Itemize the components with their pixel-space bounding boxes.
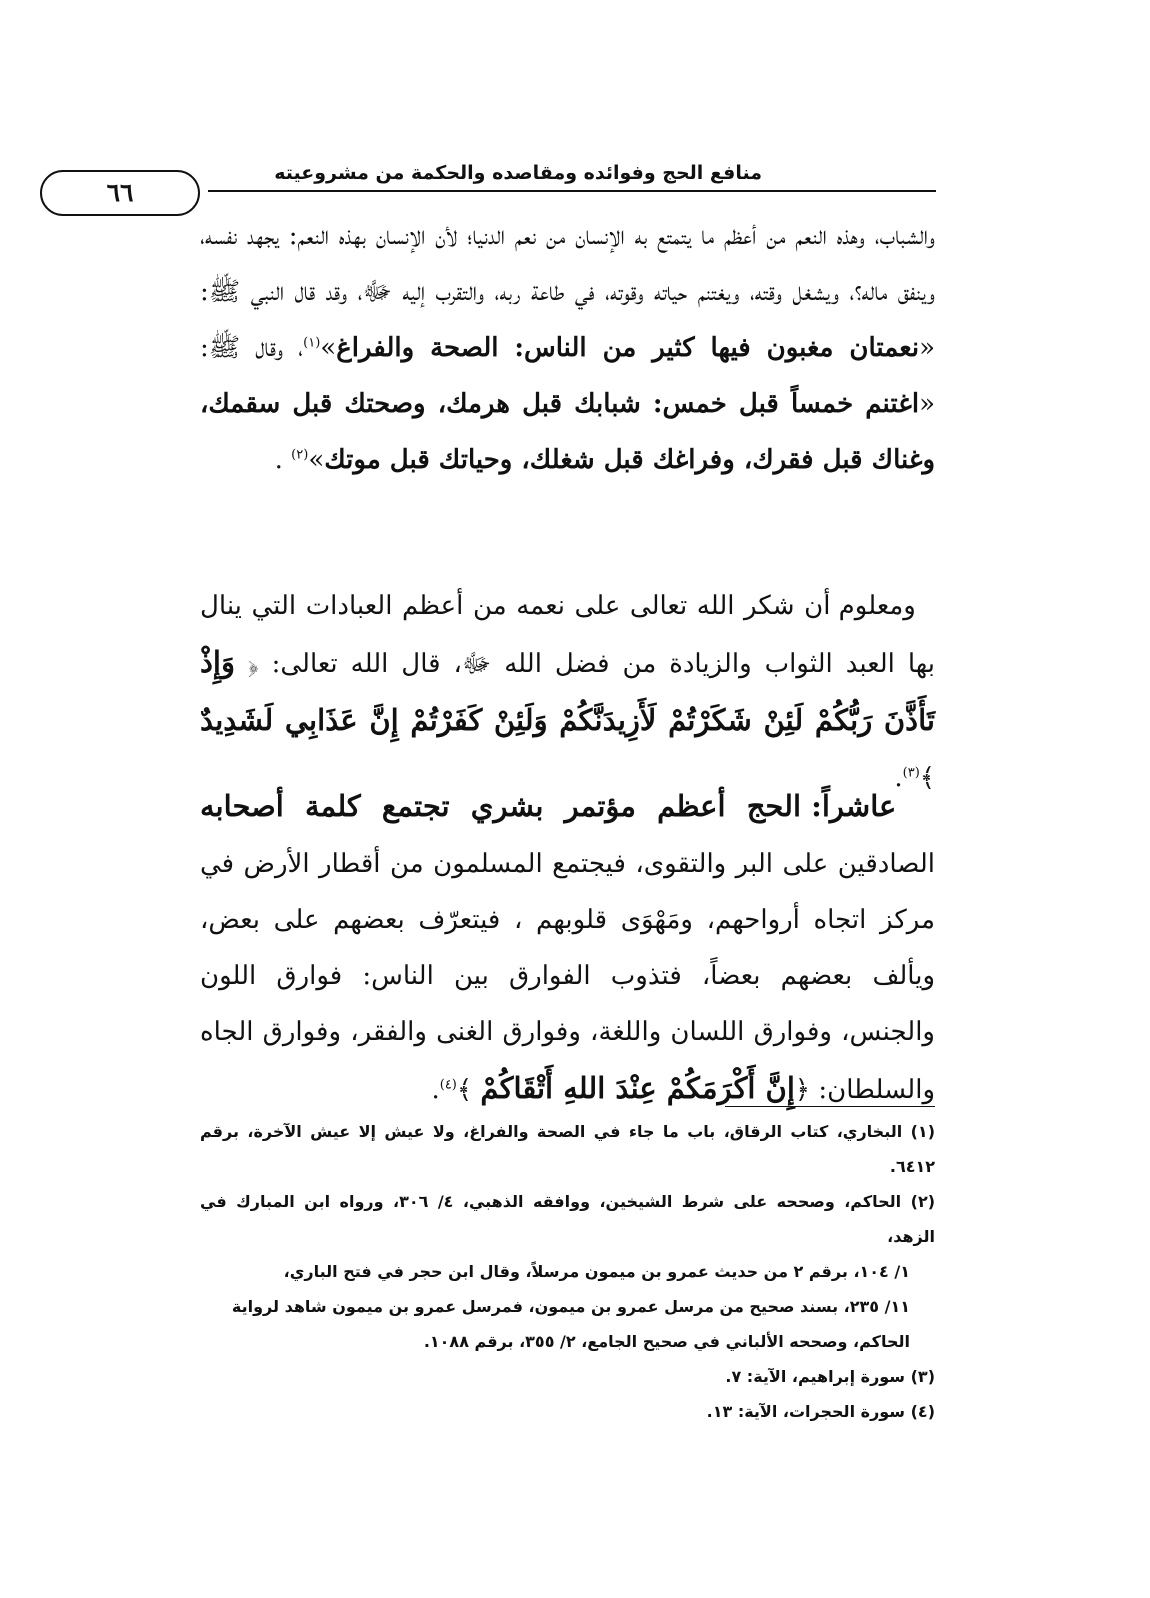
paragraph-3 — [200, 778, 935, 1118]
footnote-ref-3[interactable]: (٣) — [902, 765, 920, 781]
footnote-4: (٤) سورة الحجرات، الآية: ١٣. — [706, 1402, 935, 1421]
quran-verse: إِنَّ أَكْرَمَكُمْ عِنْدَ اللهِ أَتْقَاكُمْ — [480, 1071, 795, 1105]
footnote-ref-4[interactable]: (٤) — [439, 1077, 457, 1093]
section-heading: عاشراً: الحج أعظم مؤتمر بشري تجتمع كلمة أصحابه — [200, 789, 897, 823]
text: » — [308, 445, 325, 475]
footnotes — [200, 1114, 935, 1429]
footnote-rule — [725, 1106, 935, 1107]
footnote-3: (٣) سورة إبراهيم، الآية: ٧. — [725, 1367, 935, 1386]
text: . — [894, 763, 903, 793]
text: ﴾ — [919, 763, 935, 793]
running-header-title: منافع الحج وفوائده ومقاصده والحكمة من مشروعيته — [274, 162, 762, 184]
text: ﴾ — [456, 1075, 481, 1105]
text: » — [320, 333, 337, 363]
footnote-ref-1[interactable]: (١) — [303, 335, 321, 351]
page-number: ٦٦ — [40, 170, 200, 216]
footnote-2: (٢) الحاكم، وصححه على شرط الشيخين، ووافقه الذهبي، ٤/ ٣٠٦، ورواه ابن المبارك في الزهد، — [200, 1192, 936, 1246]
text: ، وقال ﷺ: « — [200, 333, 935, 419]
quran-verse: وَإِذْ تَأَذَّنَ رَبُّكُمْ لَئِنْ شَكَرْتُمْ لَأَزِيدَنَّكُمْ وَلَئِنْ كَفَرْتُمْ إِنَّ عَذَابِي لَشَدِيدٌ — [200, 645, 935, 737]
text: والشباب، وهذه النعم من أعظم ما يتمتع به الإنسان من نعم الدنيا؛ لأن الإنسان بهذه النعم: يجهد نفسه، وينفق ماله؟، ويشغل وقته، ويغتنم حياته وقوته، في طاعة ربه، والتقرب إليه ﷻ، وقد قال النبي ﷺ: « — [200, 221, 935, 363]
text: . — [431, 1075, 440, 1105]
text: ومعلوم أن شكر الله تعالى على نعمه من أعظم العبادات التي ينال بها العبد الثواب والزيادة من فضل الله ﷻ، قال الله تعالى: ﴿ — [200, 591, 935, 679]
hadith-quote: اغتنم خمساً قبل خمس: شبابك قبل هرمك، وصحتك قبل سقمك، وغناك قبل فقرك، وفراغك قبل شغلك، وحياتك قبل موتك — [200, 389, 935, 475]
hadith-quote: نعمتان مغبون فيها كثير من الناس: الصحة والفراغ — [336, 333, 920, 363]
paragraph-2 — [200, 578, 935, 806]
text: الصادقين على البر والتقوى، فيجتمع المسلمون من أقطار الأرض في مركز اتجاه أرواحهم، ومَهْوَى قلوبهم ، فيتعرّف بعضهم على بعض، ويألف بعضهم بعضاً، فتذوب الفوارق بين الناس: فوارق اللون والجنس، وفوارق اللسان واللغة، وفوارق الغنى والفقر، وفوارق الجاه والسلطان: ﴿ — [200, 849, 935, 1105]
text: . — [274, 445, 292, 475]
footnote-2-line: الحاكم، وصححه الألباني في صحيح الجامع، ٢/ ٣٥٥، برقم ١٠٨٨. — [423, 1332, 910, 1351]
paragraph-1 — [200, 208, 935, 488]
footnote-1: (١) البخاري، كتاب الرقاق، باب ما جاء في الصحة والفراغ، ولا عيش إلا عيش الآخرة، برقم ٦٤١٢. — [200, 1122, 935, 1176]
footnote-2-line: ١١/ ٢٣٥، بسند صحيح من مرسل عمرو بن ميمون، فمرسل عمرو بن ميمون شاهد لرواية — [231, 1297, 910, 1316]
header-rule — [208, 190, 936, 192]
footnote-2-line: ١/ ١٠٤، برقم ٢ من حديث عمرو بن ميمون مرسلاً، وقال ابن حجر في فتح الباري، — [283, 1262, 910, 1281]
footnote-ref-2[interactable]: (٢) — [291, 447, 309, 463]
